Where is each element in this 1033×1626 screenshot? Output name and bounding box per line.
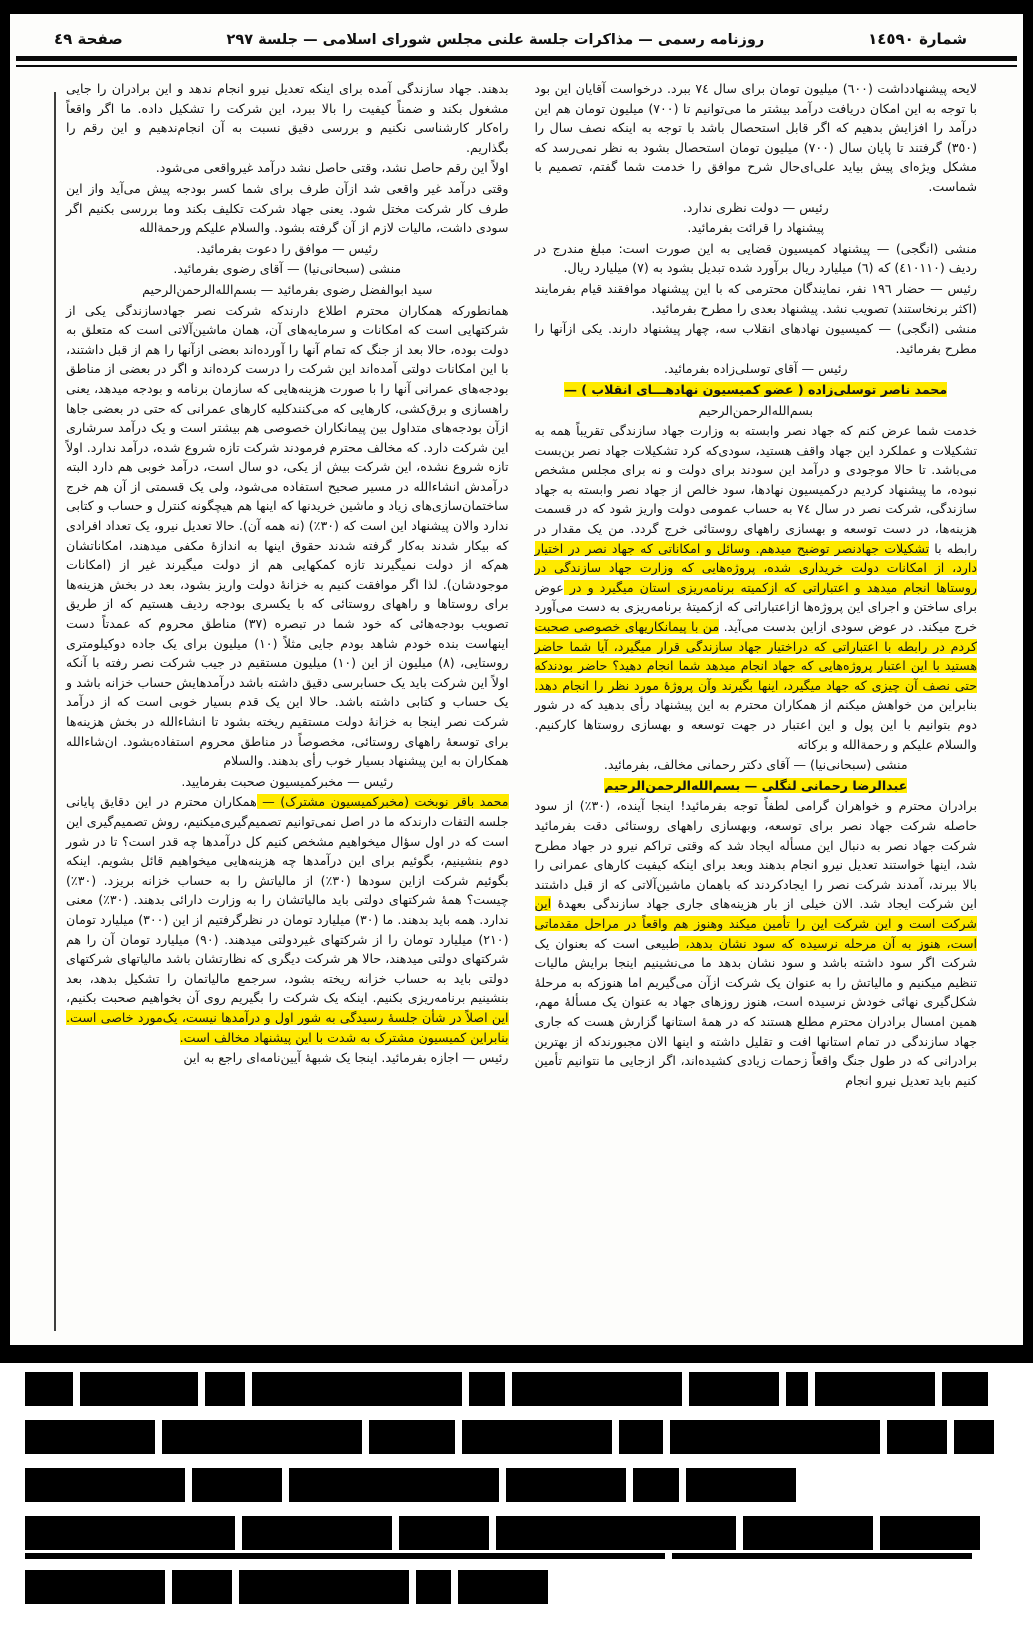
document-column-right — [535, 79, 978, 1090]
illegible-caption-area — [0, 1363, 1033, 1626]
paragraph — [66, 179, 509, 238]
paragraph — [66, 158, 509, 178]
highlight-run: عبدالرضا رحمانی لنگلی — بسم‌الله‌الرحمن‌الرحیم — [604, 777, 908, 793]
caption-pixel-block — [25, 1516, 235, 1550]
text-run: بنابراین من خواهش میکنم از همکاران محترم به این پیشنهاد رأی بدهید که در شور دوم بتوانیم با این پول و این اعتبار در جهت توسعه و بهسازی روستاها کارکنیم. والسلام علیکم و رحمةالله و برکاته — [534, 697, 977, 752]
paragraph — [66, 239, 509, 259]
text-run: همکاران محترم در این دقایق پایانی جلسه التفات دارندکه ما در اصل نمی‌توانیم تصمیم‌گیری‌میکنیم، روش تصمیم‌گیری این است که در اول سؤال میخواهیم مشخص کنیم کل درآمدها چه قدر است؟ تا در شور دوم بنشینیم، بگوئیم برای این درآمدها چه هزینه‌هایی میخواهیم قائل بشویم. اینکه بگوئیم شرکت ازاین سودها (٣٠٪) از مالیاتش را به حساب خزانه بریزد. (٣٠٪) چیست؟ همهٔ شرکتهای دولتی باید مالیاتشان را به وزارت دارائی بدهند. (٣٠٪) معنی ندارد. همه باید بدهند. ما (٣٠) میلیارد تومان در نظرگرفتیم از این (٣٠٠) میلیارد تومان (٢١٠) میلیارد تومان را از شرکتهای غیردولتی میدهند. (٩٠) میلیارد تومان آن را هم شرکتهای دولتی میدهند، حالا هر شرکت دیگری که نظارتشان باشد مالیاتهای شرکتهای دولتی باید به حساب خزانه ریخته بشود، سرجمع مالیاتمان را تشکیل بدهد، بعد بنشینیم برنامه‌ریزی بکنیم. اینکه یک شرکت را بگیریم روی آن بخواهیم صحبت بکنیم، — [66, 794, 509, 1006]
text-run: منشی (سبحانی‌نیا) — آقای رضوی بفرمائید. — [173, 261, 402, 277]
caption-pixel-block — [192, 1468, 282, 1502]
paragraph — [535, 198, 978, 218]
text-run: سید ابوالفضل رضوی بفرمائید — بسم‌الله‌الرحمن‌الرحیم — [142, 281, 433, 297]
paragraph — [66, 772, 509, 792]
caption-pixel-block — [619, 1420, 663, 1454]
highlighted-paragraph — [535, 796, 978, 1090]
caption-pixel-block — [496, 1516, 736, 1550]
caption-pixel-block — [633, 1468, 679, 1502]
caption-pixel-block — [416, 1570, 451, 1604]
paragraph — [535, 319, 978, 358]
highlight-run: تشکیلات جهادنصر توضیح میدهم. وسائل و امکاناتی که جهاد نصر در اختیار دارد، از امکانات دولت خریداری شده، پروژه‌هایی که وزارت جهاد سازندگی در روستاها انجام میدهد و اعتباراتی که ازکمیته برنامه‌ریزی استان میگیرد و در — [534, 540, 977, 595]
text-run: منشی (انگجی) — کمیسیون نهادهای انقلاب سه، چهار پیشنهاد دارند. یکی ازآنها را مطرح بفرمائید. — [534, 321, 977, 356]
text-run: اولاً این رقم حاصل نشد، وقتی حاصل نشد درآمد غیرواقعی می‌شود. — [155, 160, 509, 176]
caption-pixel-line — [25, 1372, 1033, 1406]
page-number: صفحة ٤٩ — [54, 30, 123, 48]
paragraph — [535, 401, 978, 421]
paragraph — [66, 79, 509, 157]
caption-pixel-block — [25, 1553, 665, 1559]
page-header — [10, 14, 1023, 53]
text-run: رئیس — حضار ١٩٦ نفر، نمایندگان محترمی که با این پیشنهاد موافقند قیام بفرمایند (اکثر برنخاستند) تصویب نشد. پیشنهاد بعدی را مطرح بفرمائید. — [534, 280, 978, 316]
text-run: برادران محترم و خواهران گرامی لطفاً توجه بفرمائید! اینجا آینده، (٣٠٪) از سود حاصله شرکت جهاد نصر برای توسعه، وبهسازی راههای روستائی دقت بفرمائید شرکت جهاد نصر به دنبال این مسأله ایجاد شد که وقتی تراکم نیرو در جهاد مطرح شد، اینها خواستند تعدیل نیرو انجام بدهند وبعد برای اینکه کیفیت کارهای عمرانی را بالا ببرند، آمدند شرکت نصر را ایجادکردند که باهمان ماشین‌آلاتی که از قبل داشتند این شرکت ایجاد شد. الان خیلی از بار هزینه‌های جاری جهاد سازندگی بعهدهٔ — [534, 798, 978, 912]
paragraph — [66, 259, 509, 279]
highlight-run: من با پیمانکاریهای خصوصی صحبت کردم در رابطه با اعتباراتی که دراختیار جهاد سازندگی قرار میگیرد، آیا شما حاضر هستید با این اعتبار پروژه‌هایی که جهاد انجام میدهد شما انجام دهید؟ حاضر بودندکه حتی نصف آن چیزی که جهاد میگیرد، اینها بگیرند وآن پروژهٔ مورد نظر را انجام دهد. — [534, 619, 977, 693]
caption-pixel-block — [242, 1516, 392, 1550]
highlighted-paragraph — [535, 380, 978, 400]
caption-pixel-block — [887, 1420, 947, 1454]
caption-pixel-block — [786, 1372, 808, 1406]
caption-pixel-block — [289, 1468, 499, 1502]
text-run: بدهند. جهاد سازندگی آمده برای اینکه تعدیل نیرو انجام ندهد و این برادران را جایی مشغول بکند و ضمناً کیفیت را بالا ببرد، این شرکت را تشکیل داده. ما اگر واقعاً راه‌کار کارشناسی نکنیم و بررسی دقیق نسبت به آن انجام‌ندهیم و این رقم را بگذاریم. — [66, 81, 509, 155]
text-run: همانطورکه همکاران محترم اطلاع دارندکه شرکت نصر جهادسازندگی یکی از شرکتهایی است که امکانات و سرمایه‌های آن، همان ماشین‌آلاتی است که متعلق به دولت بوده، حالا بعد از جنگ که تمام آنها را آورده‌اند بعضی ازآنها را هم از قبل داشتند، با این امکانات دولتی آمده‌اند این شرکت را درست کرده‌اند و اگر در بعضی از مناطق بودجه‌های عمرانی آنها را با صورت هزینه‌هایی که سازمان برنامه و بودجه میدهد، یعنی راهسازی و برق‌کشی، کارهایی که می‌کنندکلیه کارهای عمرانی که حتی در بعضی جاها ازآن بودجه‌های متداول بین پیمانکاران خصوصی هم بیشتر است و یک درآمد سرشاری این شرکت دارد. که مخالف محترم فرمودند شرکت تازه شروع شده، درآمد ندارد. اولاً تازه شروع نشده، این شرکت بیش از یکی، دو سال است، درآمد خوبی هم دارد البته درآمدش انشاءالله در مسیر صحیح استفاده می‌شود، ولی یک قسمتی از آن هم خرج ساختمان‌سازی‌های زیاد و ماشین خریدنها که اینها هم هیچگونه کنترل و حساب و کتابی ندارد والان پیشنهاد این است که (٣٠٪) (نه همه آن). حالا تعدیل نیرو، یک تعداد افرادی که بیکار شدند به‌کار گرفته شدند حقوق اینها به اندازهٔ مکفی میدهند، امکاناتشان هم‌که از دولت نمیگیرند تازه کمکهایی هم از دولت میگیرند غیر از (امکانات موجودشان). لذا اگر موافقت کنیم به خزانهٔ دولت واریز بشود، بعد در بخش هزینه‌ها برای روستاها و راههای روستائی که با یکسری بودجه ردیف هستیم که از طریق تصویب بودجه‌هائی که خود شما در تبصره (٣٧) مناطق محروم که عمدتاً دست اینهاست بنده خودم شاهد بودم جایی مثلاً (١٠) میلیون برای یک جاده دوکیلومتری روستایی، (٨) میلیون از این (١٠) میلیون مستقیم در جیب شرکت نصر رفته با آنکه اولاً این شرکت باید یک حسابرسی دقیق داشته باشد درآمدهایش حساب خزانه باشد و یک حساب و کتابی داشته باشد. حالا این یک قدم بسیار خوبی است که از درآمد شرکت نصر اینجا به خزانهٔ دولت مستقیم ریخته بشود تا انشاءالله در بخش هزینه‌ها برای توسعهٔ راههای روستائی، مخصوصاً در مناطق محروم استفاده‌بشود. ان‌شاءالله همکاران به این پیشنهاد بسیار خوب رأی بدهند. والسلام — [66, 302, 509, 769]
caption-pixel-block — [80, 1372, 198, 1406]
document-column-left — [66, 79, 509, 1090]
caption-pixel-block — [512, 1372, 682, 1406]
caption-pixel-block — [399, 1516, 489, 1550]
caption-pixel-block — [162, 1420, 362, 1454]
text-run: رئیس — موافق را دعوت بفرمائید. — [196, 240, 379, 256]
caption-pixel-line — [25, 1516, 1033, 1550]
caption-pixel-block — [686, 1468, 796, 1502]
caption-pixel-block — [743, 1516, 873, 1550]
text-run: رئیس — آقای توسلی‌زاده بفرمائید. — [663, 361, 848, 377]
text-run: منشی (سبحانی‌نیا) — آقای دکتر رحمانی مخالف، بفرمائید. — [603, 757, 908, 773]
text-run: رئیس — مخبرکمیسیون صحبت بفرمایید. — [181, 773, 394, 789]
paragraph — [66, 1048, 509, 1068]
text-run: پیشنهاد را قرائت بفرمائید. — [687, 220, 825, 236]
paragraph — [535, 279, 978, 318]
highlight-run: محمد باقر نوبخت (مخبرکمیسیون مشترک) — — [256, 794, 509, 810]
caption-pixel-block — [462, 1420, 612, 1454]
page-title: روزنامه رسمی — مذاکرات جلسة علنی مجلس شورای اسلامی — جلسة ٢٩٧ — [226, 32, 765, 48]
text-run: خدمت شما عرض کنم که جهاد نصر وابسته به وزارت جهاد سازندگی تقریباً همه به تشکیلات و عملکرد این جهاد واقف هستید، سودی‌که کرد تشکیلات جهاد نصر بن‌بست می‌باشد. تا حالا موجودی و درآمد این سودند برای دولت و نه برای مجلس مشخص نبوده، ما پیشنهاد کردیم درکمیسیون نهادها، سود خالص از جهاد نصر وابسته به جهاد سازندگی، شرکت نصر در سال ٧٤ به حساب عمومی دولت واریز شود که در قسمت هزینه‌ها، در دست توسعه و بهسازی راههای روستائی خرج گردد. من یک مقدار در رابطه با — [534, 423, 977, 556]
caption-pixel-block — [25, 1468, 185, 1502]
caption-pixel-block — [205, 1372, 245, 1406]
highlight-run: این اصلاً در شأن جلسهٔ رسیدگی به شور اول و درآمدها نیست، یک‌مورد خاصی است. بنابراین کمیسیون مشترک به شدت با این پیشنهاد مخالف است. — [66, 1009, 509, 1045]
text-columns — [10, 67, 1023, 1090]
text-run: طبیعی است که بعنوان یک شرکت اگر سود داشته باشد و سود نشان بدهد ما می‌نشینیم اینجا برایش مالیات تنظیم میکنیم و مالیاتش را به عنوان یک شرکت ازآن می‌گیریم اما هنوزکه به مرحلهٔ شکل‌گیری نهائی خودش نرسیده است، هنوز روزهای جهاد به عنوان یک مسألهٔ مهم، همین امسال برادران محترم مطلع هستند که در همهٔ استانها گزارش هست که جاری جهاد سازندگی در تمام استانها افت و تقلیل داشته و اینها الان مجبورندکه از بهترین برادرانی که در طول جنگ واقعاً زحمات زیادی کشیده‌اند، اگر ازجایی ما نتوانیم تأمین کنیم باید تعدیل نیرو انجام — [534, 935, 977, 1088]
text-run: لایحه پیشنهادداشت (٦٠٠) میلیون تومان برای سال ٧٤ ببرد. درخواست آقایان این بود با توجه به این امکان دریافت درآمد بیشتر ما می‌توانیم تا (٧٠٠) میلیون تومان هم این درآمد را افزایش بدهیم که اگر قابل استحصال باشد با توجه به اینکه نصف سال را (٣٥٠) گرفتند تا پایان سال (٧٠٠) میلیون تومان استحصال بشود به نظر نمی‌رسد که مشکل ویژه‌ای پیش بیاید علی‌ای‌حال شرح موافق را خدمت شما گفتم، تصمیم با شماست. — [534, 81, 977, 194]
paragraph — [535, 239, 978, 278]
paragraph — [66, 301, 509, 771]
paragraph — [535, 79, 978, 197]
text-run: وقتی درآمد غیر واقعی شد ازآن طرف برای شما کسر بودجه پیش می‌آید واز این طرف کار شرکت مختل شود. یعنی جهاد شرکت تکلیف بکند وما بررسی بکنیم اگر سودی داشت، مالیات لازم از آن گرفته بشود. والسلام علیکم ورحمةالله — [66, 180, 509, 236]
caption-pixel-block — [880, 1516, 980, 1550]
text-run: بسم‌الله‌الرحمن‌الرحیم — [698, 402, 814, 418]
highlighted-paragraph — [535, 776, 978, 796]
caption-pixel-block — [942, 1372, 988, 1406]
gutter-shadow-line — [54, 92, 56, 1331]
caption-pixel-block — [689, 1372, 779, 1406]
caption-pixel-line — [25, 1420, 1033, 1454]
caption-pixel-block — [172, 1570, 232, 1604]
caption-pixel-line — [25, 1553, 1033, 1559]
text-run: عوض برای ساختن و اجرای این پروژه‌ها ازاعتباراتی که ازکمیتهٔ برنامه‌ریزی به دست می‌آورد خرج میکند. در عوض سودی ازاین بدست می‌آید. — [534, 579, 977, 635]
text-run: رئیس — دولت نظری ندارد. — [682, 199, 829, 215]
caption-pixel-block — [252, 1372, 462, 1406]
caption-pixel-block — [25, 1372, 73, 1406]
caption-pixel-block — [672, 1553, 972, 1559]
caption-pixel-block — [25, 1420, 155, 1454]
caption-pixel-line — [25, 1570, 1033, 1604]
highlighted-paragraph — [535, 421, 978, 754]
paragraph — [535, 359, 978, 379]
caption-pixel-block — [25, 1570, 165, 1604]
caption-pixel-block — [506, 1468, 626, 1502]
issue-number: شمارة ١٤٥٩٠ — [868, 30, 967, 48]
caption-pixel-block — [670, 1420, 880, 1454]
caption-pixel-block — [954, 1420, 994, 1454]
paragraph — [535, 755, 978, 775]
highlight-run: محمد ناصر توسلی‌زاده ( عضو کمیسیون نهادهـــای انقلاب ) — — [564, 381, 948, 397]
caption-pixel-block — [239, 1570, 409, 1604]
highlight-run: این شرکت است و این شرکت این را تأمین میکند وهنوز هم واقعاً در مراحل مقدماتی است، هنوز به آن مرحله نرسیده که سود نشان بدهد، — [534, 896, 977, 951]
header-rule — [16, 56, 1017, 67]
text-run: رئیس — اجازه بفرمائید. اینجا یک شبههٔ آیین‌نامه‌ای راجع به این — [183, 1050, 509, 1066]
caption-pixel-line — [25, 1468, 1033, 1502]
caption-pixel-block — [815, 1372, 935, 1406]
gazette-page — [10, 14, 1023, 1345]
caption-pixel-block — [469, 1372, 505, 1406]
text-run: منشی (انگجی) — پیشنهاد کمیسیون قضایی به این صورت است: مبلغ مندرج در ردیف (٤١٠١١٠) که (٦) میلیارد ریال برآورد شده تبدیل بشود به (٧) میلیارد ریال. — [534, 240, 977, 276]
paragraph — [535, 218, 978, 238]
highlighted-paragraph — [66, 792, 509, 1047]
caption-pixel-block — [458, 1570, 548, 1604]
caption-pixel-block — [369, 1420, 455, 1454]
paragraph — [66, 280, 509, 300]
